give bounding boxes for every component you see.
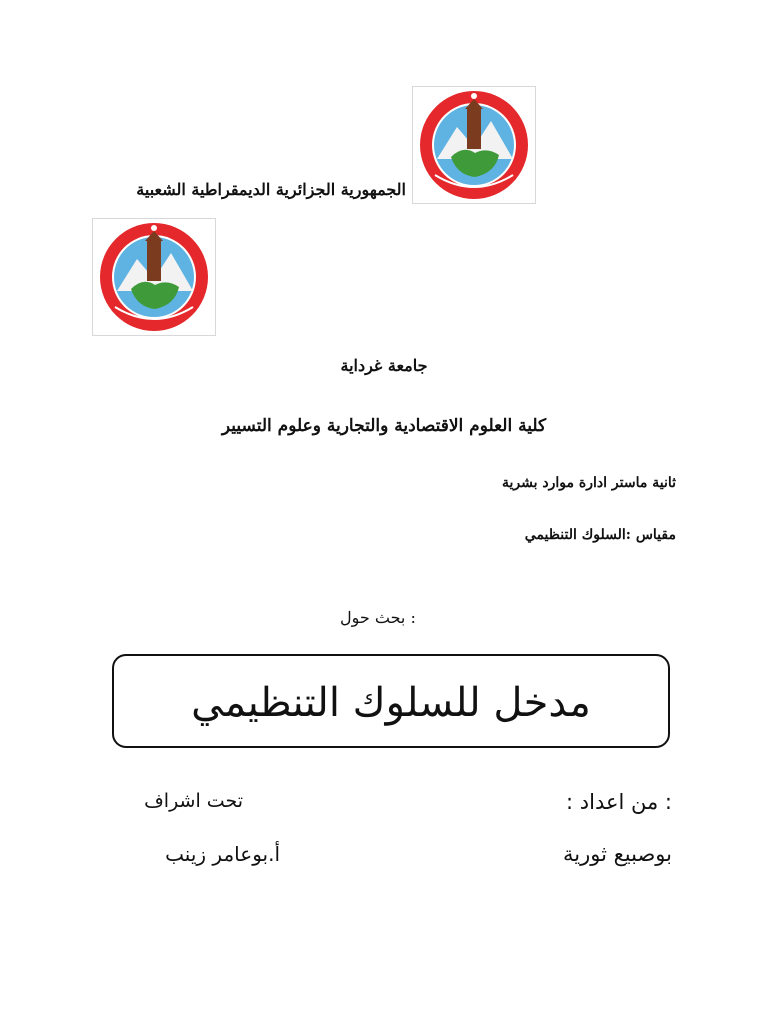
republic-heading: الجمهورية الجزائرية الديمقراطية الشعبية: [136, 180, 406, 199]
university-logo-top: [412, 86, 536, 204]
study-level: ثانية ماستر ادارة موارد بشرية: [502, 475, 676, 491]
supervision-label: تحت اشراف: [144, 790, 243, 812]
supervisor-name: أ.بوعامر زينب: [165, 842, 280, 866]
module-name: مقياس :السلوك التنظيمي: [524, 527, 676, 543]
research-title-box: [112, 654, 670, 748]
faculty-name: كلية العلوم الاقتصادية والتجارية وعلوم التسيير: [221, 416, 547, 436]
research-title: مدخل للسلوك التنظيمي: [191, 680, 591, 726]
research-about-label: : بحث حول: [340, 608, 416, 627]
university-logo-left: [92, 218, 216, 336]
student-name: بوصبيع ثورية: [563, 842, 672, 866]
university-name: جامعة غرداية: [340, 356, 428, 375]
university-seal-icon: [93, 219, 215, 335]
prepared-by-label: : من اعداد :: [566, 790, 672, 814]
university-seal-icon: [413, 87, 535, 203]
